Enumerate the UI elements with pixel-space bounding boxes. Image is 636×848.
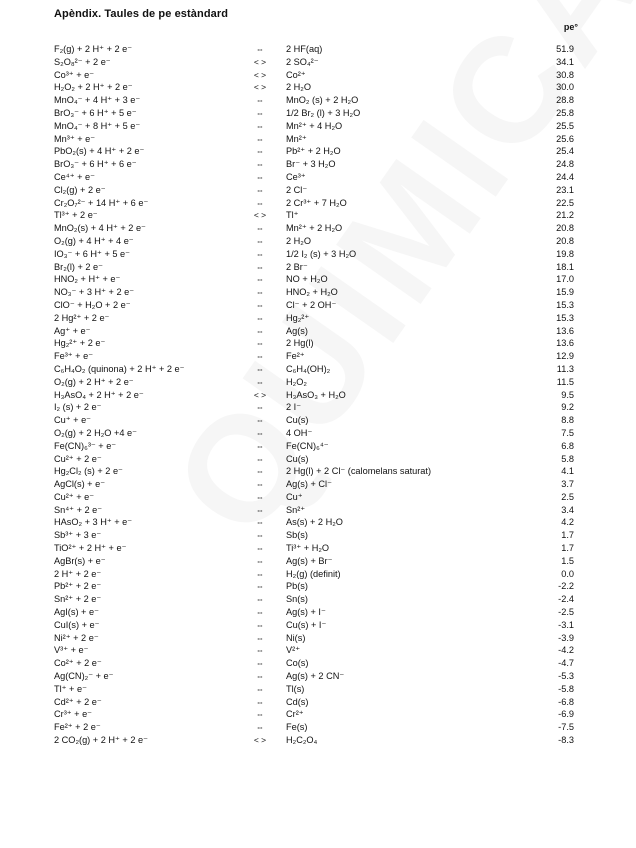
reduced-species: 2 Hg(l) (286, 338, 314, 349)
reduced-species: HNO₂ + H₂O (286, 287, 338, 298)
pe-value: -2.5 (558, 607, 574, 618)
reduced-species: Pb²⁺ + 2 H₂O (286, 146, 341, 157)
oxidized-species: 2 CO₂(g) + 2 H⁺ + 2 e⁻ (54, 735, 148, 746)
equilibrium-arrow: ⇔ (255, 415, 265, 426)
pe-value: 25.6 (556, 133, 574, 144)
oxidized-species: IO₃⁻ + 6 H⁺ + 5 e⁻ (54, 248, 130, 259)
reduced-species: Ag(s) + I⁻ (286, 607, 326, 618)
pe-value: -6.9 (558, 709, 574, 720)
reduced-species: 4 OH⁻ (286, 427, 313, 438)
pe-value: 23.1 (556, 184, 574, 195)
pe-column-header: pe° (563, 22, 578, 32)
oxidized-species: Ni²⁺ + 2 e⁻ (54, 632, 99, 643)
reduced-species: Ni(s) (286, 632, 306, 643)
oxidized-species: O₂(g) + 2 H⁺ + 2 e⁻ (54, 376, 134, 387)
oxidized-species: I₂ (s) + 2 e⁻ (54, 402, 102, 413)
oxidized-species: MnO₄⁻ + 8 H⁺ + 5 e⁻ (54, 120, 141, 131)
table-row (0, 670, 636, 683)
reduced-species: Mn²⁺ (286, 133, 307, 144)
equilibrium-arrow: < > (253, 389, 267, 400)
reduced-species: Cu(s) (286, 453, 309, 464)
oxidized-species: Cd²⁺ + 2 e⁻ (54, 696, 102, 707)
table-row (0, 133, 636, 146)
equilibrium-arrow: ⇔ (255, 312, 265, 323)
reduced-species: NO + H₂O (286, 274, 328, 285)
pe-value: 3.4 (561, 504, 574, 515)
oxidized-species: C₆H₄O₂ (quinona) + 2 H⁺ + 2 e⁻ (54, 363, 185, 374)
oxidized-species: Mn³⁺ + e⁻ (54, 133, 96, 144)
pe-value: 5.8 (561, 453, 574, 464)
pe-value: 34.1 (556, 56, 574, 67)
equilibrium-arrow: < > (253, 735, 267, 746)
oxidized-species: Cu⁺ + e⁻ (54, 415, 92, 426)
pe-value: 4.1 (561, 466, 574, 477)
table-row (0, 696, 636, 709)
oxidized-species: Cl₂(g) + 2 e⁻ (54, 184, 106, 195)
table-row (0, 299, 636, 312)
table-row (0, 568, 636, 581)
table-row (0, 734, 636, 747)
pe-value: 30.8 (556, 69, 574, 80)
equilibrium-arrow: ⇔ (255, 287, 265, 298)
reduced-species: Hg₂²⁺ (286, 312, 310, 323)
equilibrium-arrow: ⇔ (255, 44, 265, 54)
oxidized-species: Hg₂²⁺ + 2 e⁻ (54, 338, 106, 349)
pe-value: -4.7 (558, 658, 574, 669)
oxidized-species: V³⁺ + e⁻ (54, 645, 89, 656)
table-row (0, 248, 636, 261)
oxidized-species: Fe(CN)₆³⁻ + e⁻ (54, 440, 117, 451)
reduced-species: 2 I⁻ (286, 402, 302, 413)
oxidized-species: Cu²⁺ + e⁻ (54, 491, 95, 502)
oxidized-species: AgI(s) + e⁻ (54, 607, 99, 618)
table-row (0, 273, 636, 286)
equilibrium-arrow: ⇔ (255, 594, 265, 605)
oxidized-species: Fe³⁺ + e⁻ (54, 351, 94, 362)
oxidized-species: F₂(g) + 2 H⁺ + 2 e⁻ (54, 44, 133, 54)
equilibrium-arrow: ⇔ (255, 453, 265, 464)
table-row (0, 542, 636, 555)
table-row (0, 657, 636, 670)
pe-value: 25.4 (556, 146, 574, 157)
table-row (0, 107, 636, 120)
reduced-species: 2 Cl⁻ (286, 184, 308, 195)
pe-value: 25.5 (556, 120, 574, 131)
reduced-species: 1/2 Br₂ (l) + 3 H₂O (286, 107, 361, 118)
equilibrium-arrow: ⇔ (255, 159, 265, 170)
equilibrium-arrow: ⇔ (255, 351, 265, 362)
table-row (0, 120, 636, 133)
reduced-species: Fe(CN)₆⁴⁻ (286, 440, 329, 451)
table-row (0, 158, 636, 171)
table-row (0, 453, 636, 466)
equilibrium-arrow: ⇔ (255, 427, 265, 438)
pe-value: 3.7 (561, 479, 574, 490)
oxidized-species: TiO²⁺ + 2 H⁺ + e⁻ (54, 543, 127, 554)
equilibrium-arrow: < > (253, 210, 267, 221)
equilibrium-arrow: ⇔ (255, 543, 265, 554)
reduced-species: H₂(g) (definit) (286, 568, 341, 579)
equilibrium-arrow: ⇔ (255, 619, 265, 630)
reduced-species: Sb(s) (286, 530, 308, 541)
oxidized-species: Cr₂O₇²⁻ + 14 H⁺ + 6 e⁻ (54, 197, 149, 208)
table-row (0, 145, 636, 158)
pe-value: 15.3 (556, 312, 574, 323)
reduced-species: Sn(s) (286, 594, 308, 605)
table-row (0, 94, 636, 107)
reduced-species: Br⁻ + 3 H₂O (286, 159, 336, 170)
pe-value: 18.1 (556, 261, 574, 272)
pe-value: -6.8 (558, 696, 574, 707)
pe-value: 17.0 (556, 274, 574, 285)
table-row (0, 376, 636, 389)
oxidized-species: NO₃⁻ + 3 H⁺ + 2 e⁻ (54, 287, 135, 298)
oxidized-species: Sb³⁺ + 3 e⁻ (54, 530, 102, 541)
table-row (0, 606, 636, 619)
oxidized-species: Tl⁺ + e⁻ (54, 683, 87, 694)
reduced-species: H₂C₂O₄ (286, 735, 318, 746)
equilibrium-arrow: ⇔ (255, 235, 265, 246)
pe-value: 8.8 (561, 415, 574, 426)
pe-value: 2.5 (561, 491, 574, 502)
equilibrium-arrow: ⇔ (255, 683, 265, 694)
oxidized-species: Ag(CN)₂⁻ + e⁻ (54, 671, 114, 682)
reduced-species: Fe²⁺ (286, 351, 305, 362)
reduced-species: Cu(s) + I⁻ (286, 619, 327, 630)
oxidized-species: HAsO₂ + 3 H⁺ + e⁻ (54, 517, 133, 528)
table-row (0, 529, 636, 542)
equilibrium-arrow: ⇔ (255, 517, 265, 528)
equilibrium-arrow: ⇔ (255, 171, 265, 182)
equilibrium-arrow: ⇔ (255, 248, 265, 259)
table-row (0, 56, 636, 69)
pe-value: -2.4 (558, 594, 574, 605)
table-row (0, 197, 636, 210)
equilibrium-arrow: ⇔ (255, 581, 265, 592)
equilibrium-arrow: ⇔ (255, 709, 265, 720)
equilibrium-arrow: ⇔ (255, 658, 265, 669)
reduced-species: Co(s) (286, 658, 309, 669)
reduced-species: 2 Br⁻ (286, 261, 308, 272)
oxidized-species: Tl³⁺ + 2 e⁻ (54, 210, 98, 221)
equilibrium-arrow: ⇔ (255, 504, 265, 515)
reduced-species: 2 H₂O (286, 82, 312, 93)
pe-value: 19.8 (556, 248, 574, 259)
oxidized-species: Ce⁴⁺ + e⁻ (54, 171, 95, 182)
equilibrium-arrow: ⇔ (255, 184, 265, 195)
reduced-species: Ti³⁺ + H₂O (286, 543, 330, 554)
pe-value: 30.0 (556, 82, 574, 93)
pe-value: 1.7 (561, 530, 574, 541)
equilibrium-arrow: ⇔ (255, 491, 265, 502)
reduced-species: C₆H₄(OH)₂ (286, 363, 331, 374)
reduced-species: Cr²⁺ (286, 709, 304, 720)
equilibrium-arrow: ⇔ (255, 440, 265, 451)
pe-value: 24.4 (556, 171, 574, 182)
table-row (0, 619, 636, 632)
reduced-species: H₃AsO₃ + H₂O (286, 389, 346, 400)
pe-value: 1.7 (561, 543, 574, 554)
table-row (0, 235, 636, 248)
equilibrium-arrow: ⇔ (255, 696, 265, 707)
reduced-species: Cl⁻ + 2 OH⁻ (286, 299, 337, 310)
equilibrium-arrow: ⇔ (255, 261, 265, 272)
table-row (0, 478, 636, 491)
equilibrium-arrow: ⇔ (255, 402, 265, 413)
reduced-species: Tl⁺ (286, 210, 299, 221)
equilibrium-arrow: ⇔ (255, 376, 265, 387)
oxidized-species: Hg₂Cl₂ (s) + 2 e⁻ (54, 466, 123, 477)
pe-value: -7.5 (558, 722, 574, 733)
table-row (0, 69, 636, 82)
table-row (0, 708, 636, 721)
pe-value: 7.5 (561, 427, 574, 438)
table-row (0, 184, 636, 197)
reduced-species: Cu(s) (286, 415, 309, 426)
reduced-species: Mn²⁺ + 4 H₂O (286, 120, 343, 131)
oxidized-species: MnO₂(s) + 4 H⁺ + 2 e⁻ (54, 223, 146, 234)
equilibrium-arrow: ⇔ (255, 274, 265, 285)
equilibrium-arrow: ⇔ (255, 299, 265, 310)
oxidized-species: Fe²⁺ + 2 e⁻ (54, 722, 101, 733)
pe-value: 22.5 (556, 197, 574, 208)
table-row (0, 593, 636, 606)
equilibrium-arrow: ⇔ (255, 325, 265, 336)
reduced-species: Pb(s) (286, 581, 308, 592)
pe-value: 11.3 (556, 363, 574, 374)
oxidized-species: BrO₃⁻ + 6 H⁺ + 5 e⁻ (54, 107, 137, 118)
equilibrium-arrow: < > (253, 56, 267, 67)
equilibrium-arrow: ⇔ (255, 568, 265, 579)
equilibrium-arrow: ⇔ (255, 530, 265, 541)
pe-value: 21.2 (556, 210, 574, 221)
pe-value: -5.3 (558, 671, 574, 682)
pe-value: -8.3 (558, 735, 574, 746)
oxidized-species: Sn²⁺ + 2 e⁻ (54, 594, 102, 605)
reduced-species: Fe(s) (286, 722, 308, 733)
pe-value: 12.9 (556, 351, 574, 362)
reduced-species: 2 Cr³⁺ + 7 H₂O (286, 197, 347, 208)
pe-value: 15.3 (556, 299, 574, 310)
pe-value: 28.8 (556, 95, 574, 106)
pe-value: 20.8 (556, 235, 574, 246)
oxidized-species: 2 Hg²⁺ + 2 e⁻ (54, 312, 110, 323)
reduced-species: Cu⁺ (286, 491, 303, 502)
pe-value: -4.2 (558, 645, 574, 656)
pe-value: -5.8 (558, 683, 574, 694)
reduced-species: Ag(s) + 2 CN⁻ (286, 671, 345, 682)
equilibrium-arrow: ⇔ (255, 197, 265, 208)
equilibrium-arrow: ⇔ (255, 338, 265, 349)
oxidized-species: O₂(g) + 2 H₂O +4 e⁻ (54, 427, 137, 438)
reduced-species: As(s) + 2 H₂O (286, 517, 343, 528)
table-row (0, 325, 636, 338)
pe-value: 0.0 (561, 568, 574, 579)
reduced-species: 2 SO₄²⁻ (286, 56, 319, 67)
pe-value: -2.2 (558, 581, 574, 592)
pe-value: 25.8 (556, 107, 574, 118)
oxidized-species: MnO₄⁻ + 4 H⁺ + 3 e⁻ (54, 95, 141, 106)
equilibrium-arrow: ⇔ (255, 632, 265, 643)
table-row (0, 222, 636, 235)
reduced-species: Ag(s) (286, 325, 308, 336)
reduced-species: Sn²⁺ (286, 504, 306, 515)
pe-value: 9.2 (561, 402, 574, 413)
equilibrium-arrow: ⇔ (255, 722, 265, 733)
oxidized-species: BrO₃⁻ + 6 H⁺ + 6 e⁻ (54, 159, 137, 170)
oxidized-species: Sn⁴⁺ + 2 e⁻ (54, 504, 103, 515)
pe-table (0, 43, 636, 747)
oxidized-species: AgBr(s) + e⁻ (54, 555, 106, 566)
table-row (0, 721, 636, 734)
equilibrium-arrow: ⇔ (255, 671, 265, 682)
reduced-species: Mn²⁺ + 2 H₂O (286, 223, 343, 234)
equilibrium-arrow: ⇔ (255, 555, 265, 566)
pe-value: -3.9 (558, 632, 574, 643)
reduced-species: Cd(s) (286, 696, 309, 707)
reduced-species: Ag(s) + Cl⁻ (286, 479, 332, 490)
oxidized-species: Cr³⁺ + e⁻ (54, 709, 93, 720)
table-row (0, 337, 636, 350)
equilibrium-arrow: ⇔ (255, 479, 265, 490)
oxidized-species: CuI(s) + e⁻ (54, 619, 100, 630)
equilibrium-arrow: ⇔ (255, 120, 265, 131)
reduced-species: Tl(s) (286, 683, 305, 694)
table-row (0, 363, 636, 376)
oxidized-species: PbO₂(s) + 4 H⁺ + 2 e⁻ (54, 146, 145, 157)
oxidized-species: O₂(g) + 4 H⁺ + 4 e⁻ (54, 235, 134, 246)
table-row (0, 491, 636, 504)
oxidized-species: Br₂(l) + 2 e⁻ (54, 261, 104, 272)
equilibrium-arrow: ⇔ (255, 95, 265, 106)
pe-value: 51.9 (556, 44, 574, 54)
pe-value: 24.8 (556, 159, 574, 170)
equilibrium-arrow: ⇔ (255, 607, 265, 618)
oxidized-species: Co³⁺ + e⁻ (54, 69, 95, 80)
equilibrium-arrow: < > (253, 82, 267, 93)
table-row (0, 401, 636, 414)
equilibrium-arrow: ⇔ (255, 146, 265, 157)
oxidized-species: ClO⁻ + H₂O + 2 e⁻ (54, 299, 131, 310)
oxidized-species: H₃AsO₄ + 2 H⁺ + 2 e⁻ (54, 389, 144, 400)
table-row (0, 465, 636, 478)
table-row (0, 261, 636, 274)
oxidized-species: H₂O₂ + 2 H⁺ + 2 e⁻ (54, 82, 133, 93)
pe-value: 20.8 (556, 223, 574, 234)
pe-value: 13.6 (556, 338, 574, 349)
pe-value: 4.2 (561, 517, 574, 528)
equilibrium-arrow: ⇔ (255, 107, 265, 118)
table-row (0, 286, 636, 299)
reduced-species: Co²⁺ (286, 69, 306, 80)
reduced-species: 2 Hg(l) + 2 Cl⁻ (calomelans saturat) (286, 466, 432, 477)
equilibrium-arrow: ⇔ (255, 133, 265, 144)
oxidized-species: S₂O₈²⁻ + 2 e⁻ (54, 56, 111, 67)
table-row (0, 350, 636, 363)
pe-value: 9.5 (561, 389, 574, 400)
table-row (0, 389, 636, 402)
equilibrium-arrow: < > (253, 69, 267, 80)
table-row (0, 644, 636, 657)
page-title: Apèndix. Taules de pe estàndard (54, 8, 229, 20)
table-row (0, 504, 636, 517)
pe-value: 13.6 (556, 325, 574, 336)
oxidized-species: 2 H⁺ + 2 e⁻ (54, 568, 102, 579)
table-row (0, 43, 636, 56)
reduced-species: 2 H₂O (286, 235, 312, 246)
equilibrium-arrow: ⇔ (255, 223, 265, 234)
table-row (0, 632, 636, 645)
reduced-species: 1/2 I₂ (s) + 3 H₂O (286, 248, 357, 259)
table-row (0, 427, 636, 440)
oxidized-species: Cu²⁺ + 2 e⁻ (54, 453, 102, 464)
table-row (0, 516, 636, 529)
table-row (0, 683, 636, 696)
oxidized-species: Pb²⁺ + 2 e⁻ (54, 581, 102, 592)
oxidized-species: AgCl(s) + e⁻ (54, 479, 106, 490)
pe-value: 6.8 (561, 440, 574, 451)
table-row (0, 555, 636, 568)
equilibrium-arrow: ⇔ (255, 645, 265, 656)
reduced-species: V²⁺ (286, 645, 301, 656)
reduced-species: Ce³⁺ (286, 171, 306, 182)
oxidized-species: HNO₂ + H⁺ + e⁻ (54, 274, 121, 285)
pe-value: -3.1 (558, 619, 574, 630)
reduced-species: MnO₂ (s) + 2 H₂O (286, 95, 359, 106)
table-row (0, 414, 636, 427)
reduced-species: Ag(s) + Br⁻ (286, 555, 333, 566)
oxidized-species: Ag⁺ + e⁻ (54, 325, 91, 336)
reduced-species: H₂O₂ (286, 376, 307, 387)
equilibrium-arrow: ⇔ (255, 363, 265, 374)
pe-value: 11.5 (556, 376, 574, 387)
reduced-species: 2 HF(aq) (286, 44, 323, 54)
pe-value: 15.9 (556, 287, 574, 298)
pe-value: 1.5 (561, 555, 574, 566)
table-row (0, 580, 636, 593)
table-row (0, 81, 636, 94)
table-row (0, 440, 636, 453)
table-row (0, 171, 636, 184)
equilibrium-arrow: ⇔ (255, 466, 265, 477)
table-row (0, 312, 636, 325)
oxidized-species: Co²⁺ + 2 e⁻ (54, 658, 102, 669)
table-row (0, 209, 636, 222)
